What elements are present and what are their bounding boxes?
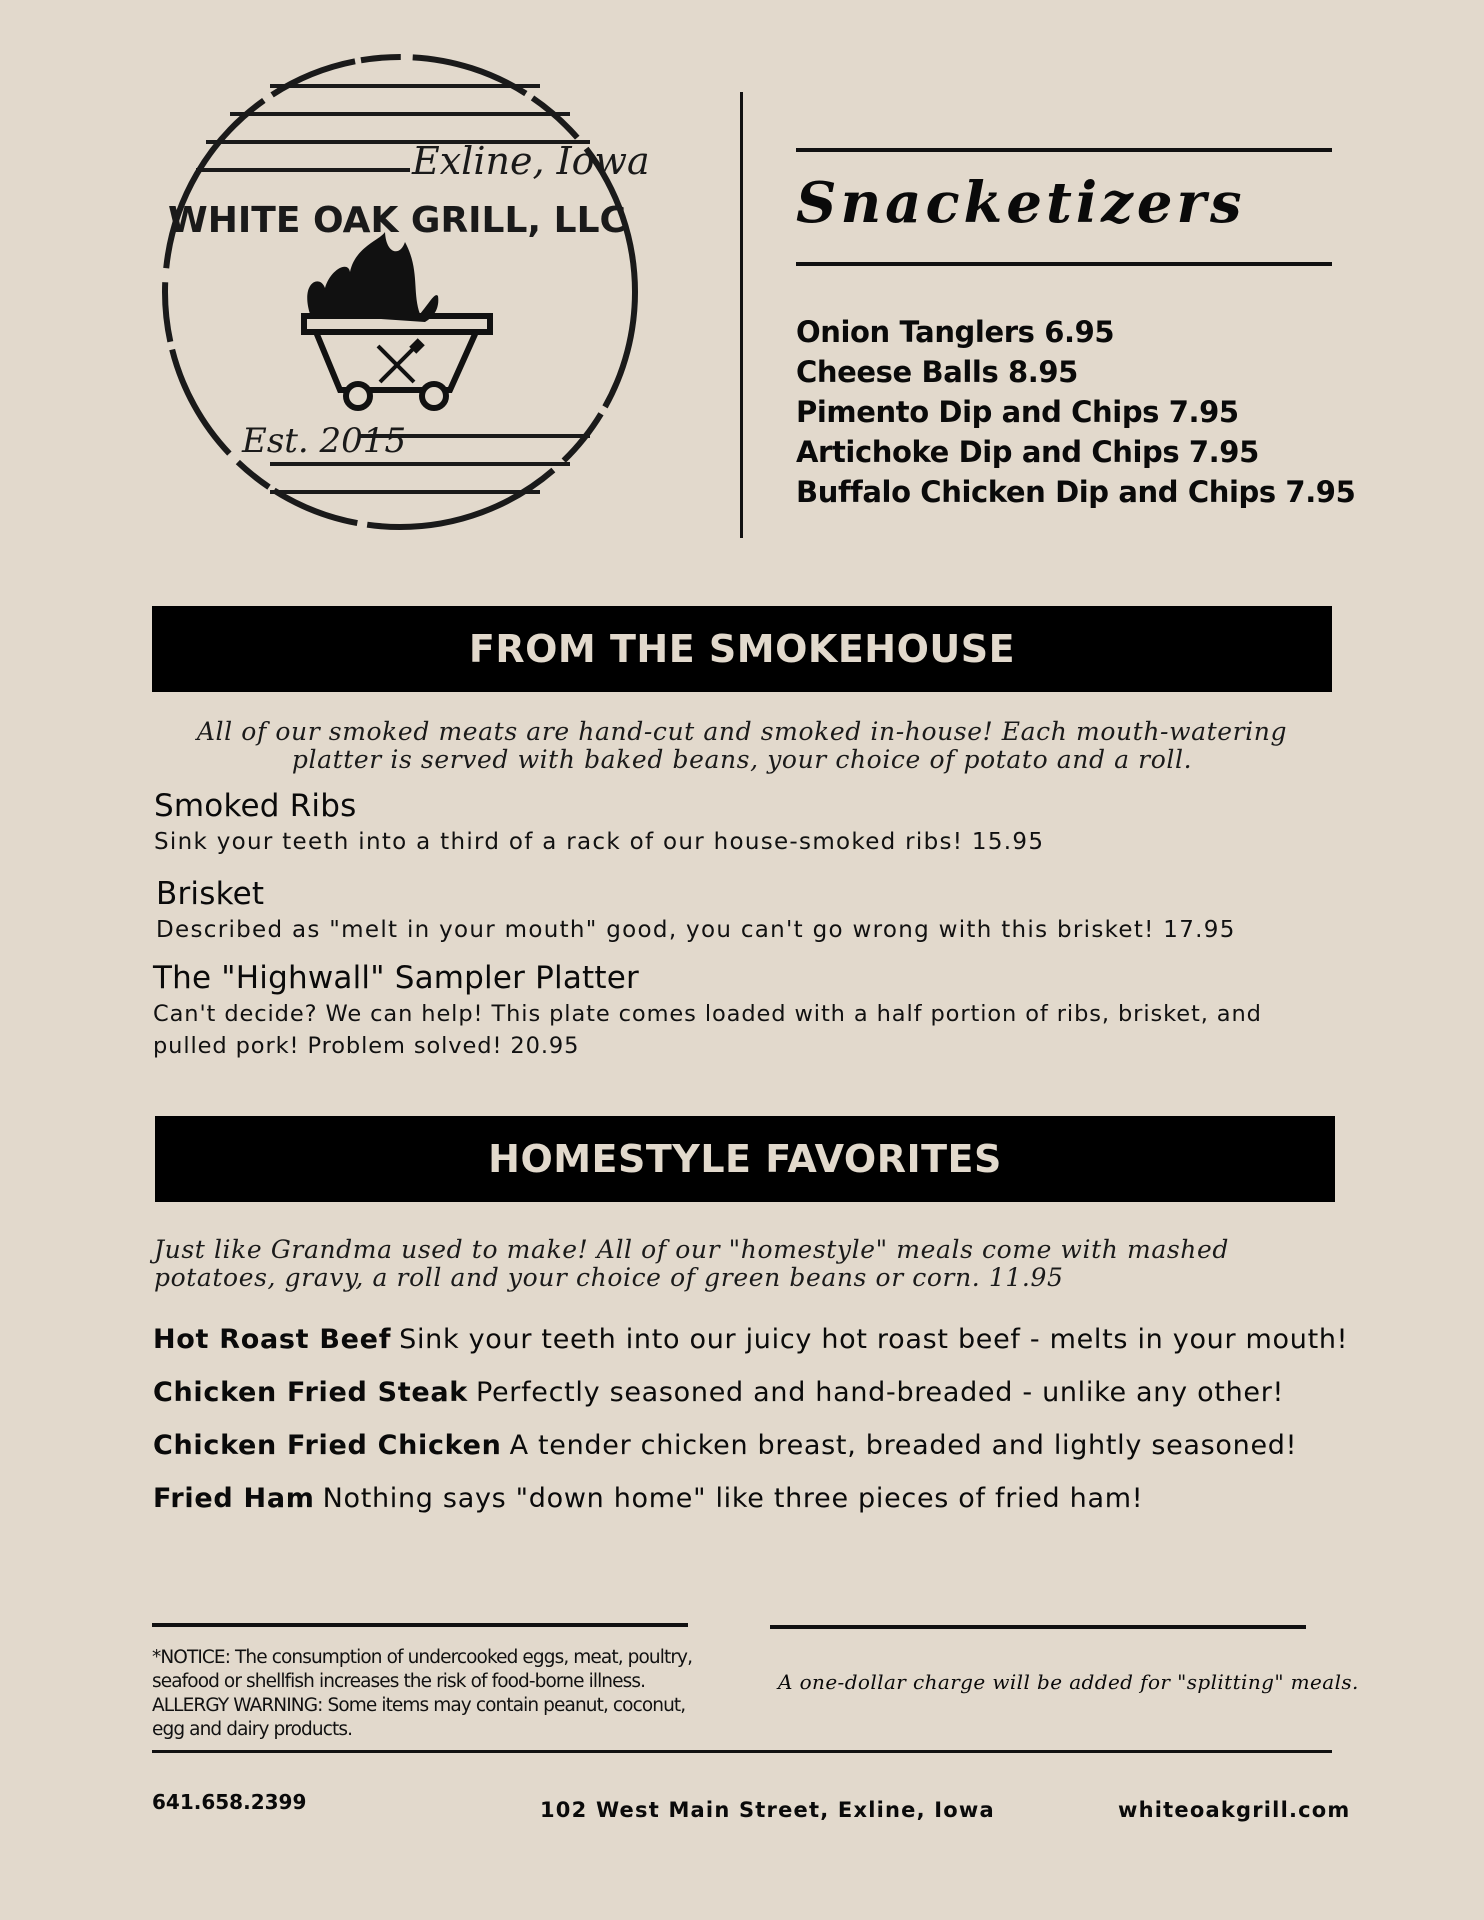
homestyle-item-name: Hot Roast Beef [153, 1324, 392, 1355]
homestyle-heading: HOMESTYLE FAVORITES [488, 1137, 1002, 1181]
footer-rule [152, 1750, 1332, 1753]
dish-description [153, 998, 1262, 1062]
dish-description-line: Can't decide? We can help! This plate comes loaded with a half portion of ribs, brisket, and [153, 1001, 1262, 1027]
footer-website[interactable]: whiteoakgrill.com [1118, 1798, 1351, 1822]
dish-description: Described as "melt in your mouth" good, you can't go wrong with this brisket! 17.95 [156, 917, 1236, 943]
snacketizers-title: Snacketizers [796, 170, 1246, 236]
homestyle-item-description: Nothing says "down home" like three pieces of fried ham! [322, 1483, 1144, 1514]
dish-name: Brisket [156, 876, 265, 912]
homestyle-item [153, 1483, 1353, 1514]
smokehouse-intro-line: platter is served with baked beans, your choice of potato and a roll. [291, 745, 1193, 774]
dish-name: Smoked Ribs [154, 788, 357, 824]
homestyle-item [153, 1324, 1353, 1355]
vertical-divider [740, 92, 743, 538]
notice-line: ALLERGY WARNING: Some items may contain peanut, coconut, [152, 1695, 686, 1716]
logo-location: Exline, Iowa [412, 139, 650, 183]
snack-item: Pimento Dip and Chips 7.95 [796, 395, 1239, 429]
snack-item: Buffalo Chicken Dip and Chips 7.95 [796, 475, 1356, 509]
logo-graphic [150, 42, 650, 542]
homestyle-item [153, 1377, 1353, 1408]
smokehouse-intro-line: All of our smoked meats are hand-cut and smoked in-house! Each mouth-watering [196, 717, 1288, 746]
smokehouse-banner [152, 606, 1332, 692]
snack-item: Onion Tanglers 6.95 [796, 315, 1115, 349]
footer-address: 102 West Main Street, Exline, Iowa [540, 1798, 995, 1822]
homestyle-item-name: Fried Ham [153, 1483, 315, 1514]
homestyle-item-description: Perfectly seasoned and hand-breaded - unlike any other! [475, 1377, 1285, 1408]
dish-description-line: pulled pork! Problem solved! 20.95 [153, 1033, 580, 1059]
split-charge-note: A one-dollar charge will be added for "splitting" meals. [778, 1670, 1359, 1694]
homestyle-banner [155, 1116, 1335, 1202]
homestyle-intro [154, 1236, 1334, 1292]
snacketizers-top-rule [796, 148, 1332, 152]
homestyle-intro-line: potatoes, gravy, a roll and your choice of green beans or corn. 11.95 [154, 1263, 1064, 1292]
homestyle-item-description: Sink your teeth into our juicy hot roast beef - melts in your mouth! [399, 1324, 1349, 1355]
snacketizers-bottom-rule [796, 262, 1332, 266]
notice-line: *NOTICE: The consumption of undercooked eggs, meat, poultry, [152, 1647, 693, 1668]
notice-line: egg and dairy products. [152, 1719, 353, 1740]
homestyle-intro-line: Just like Grandma used to make! All of our "homestyle" meals come with mashed [154, 1235, 1229, 1264]
homestyle-item-description: A tender chicken breast, breaded and lightly seasoned! [509, 1430, 1298, 1461]
allergy-notice [152, 1646, 712, 1742]
logo-established: Est. 2015 [242, 421, 407, 461]
restaurant-logo [150, 42, 650, 542]
notice-line: seafood or shellfish increases the risk of food-borne illness. [152, 1671, 646, 1692]
dish-description: Sink your teeth into a third of a rack of our house-smoked ribs! 15.95 [154, 829, 1045, 855]
flame-icon [307, 232, 438, 322]
homestyle-item [153, 1430, 1353, 1461]
grill-icon [304, 316, 490, 332]
dish-name: The "Highwall" Sampler Platter [153, 960, 639, 996]
snacketizers-list [796, 312, 1436, 512]
notice-top-rule [152, 1623, 688, 1627]
homestyle-item-name: Chicken Fried Chicken [153, 1430, 502, 1461]
smokehouse-heading: FROM THE SMOKEHOUSE [468, 627, 1016, 671]
split-top-rule [770, 1625, 1306, 1629]
snack-item: Artichoke Dip and Chips 7.95 [796, 435, 1259, 469]
homestyle-item-name: Chicken Fried Steak [153, 1377, 468, 1408]
smokehouse-intro [152, 718, 1332, 774]
footer-phone: 641.658.2399 [152, 1790, 307, 1814]
snack-item: Cheese Balls 8.95 [796, 355, 1078, 389]
logo-name: WHITE OAK GRILL, LLC [168, 200, 626, 241]
